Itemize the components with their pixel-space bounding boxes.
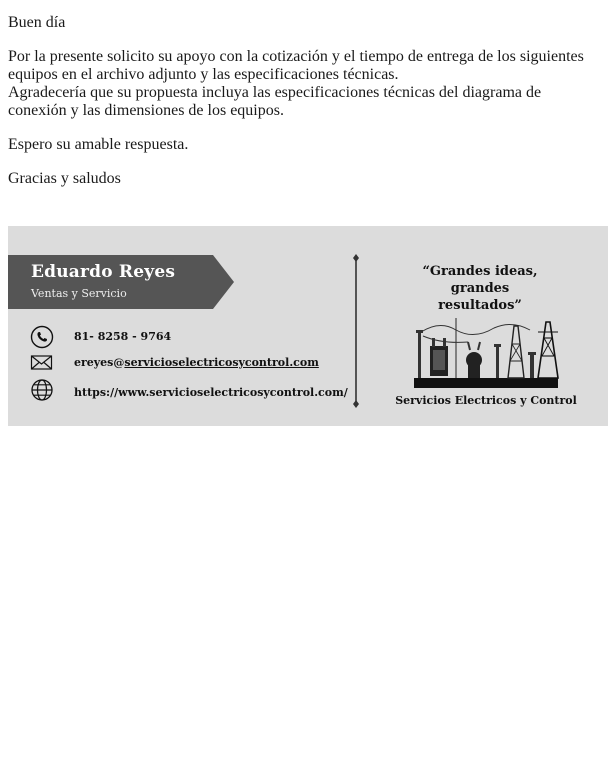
email-domain[interactable]: servicioselectricosycontrol.com bbox=[124, 356, 319, 369]
signature-role: Ventas y Servicio bbox=[31, 287, 127, 300]
sign-off: Gracias y saludos bbox=[8, 170, 121, 187]
email-body bbox=[8, 14, 600, 188]
globe-icon bbox=[30, 378, 54, 402]
phone-icon bbox=[30, 325, 54, 349]
greeting: Buen día bbox=[8, 14, 66, 31]
slogan-line-1: “Grandes ideas, grandes bbox=[422, 264, 538, 296]
envelope-icon bbox=[30, 354, 54, 372]
email-signature-banner bbox=[8, 226, 608, 426]
email-prefix: ereyes@ bbox=[74, 356, 125, 369]
company-name: Servicios Electricos y Control bbox=[395, 394, 577, 407]
slogan bbox=[396, 263, 564, 314]
closing-line: Espero su amable respuesta. bbox=[8, 136, 189, 153]
electrical-substation-icon bbox=[412, 316, 562, 390]
signature-email[interactable] bbox=[74, 356, 319, 369]
slogan-line-2: resultados” bbox=[438, 298, 522, 313]
signature-phone[interactable]: 81- 8258 - 9764 bbox=[74, 330, 172, 343]
signature-name: Eduardo Reyes bbox=[31, 262, 176, 282]
vertical-divider bbox=[350, 254, 362, 408]
request-paragraph: Por la presente solicito su apoyo con la cotización y el tiempo de entrega de los siguientes equipos en el archivo adjunto y las especificaciones técnicas. bbox=[8, 48, 584, 83]
request-details: Agradecería que su propuesta incluya las especificaciones técnicas del diagrama de conexión y las dimensiones de los equipos. bbox=[8, 84, 542, 119]
signature-website[interactable]: https://www.servicioselectricosycontrol.com/ bbox=[74, 386, 348, 399]
